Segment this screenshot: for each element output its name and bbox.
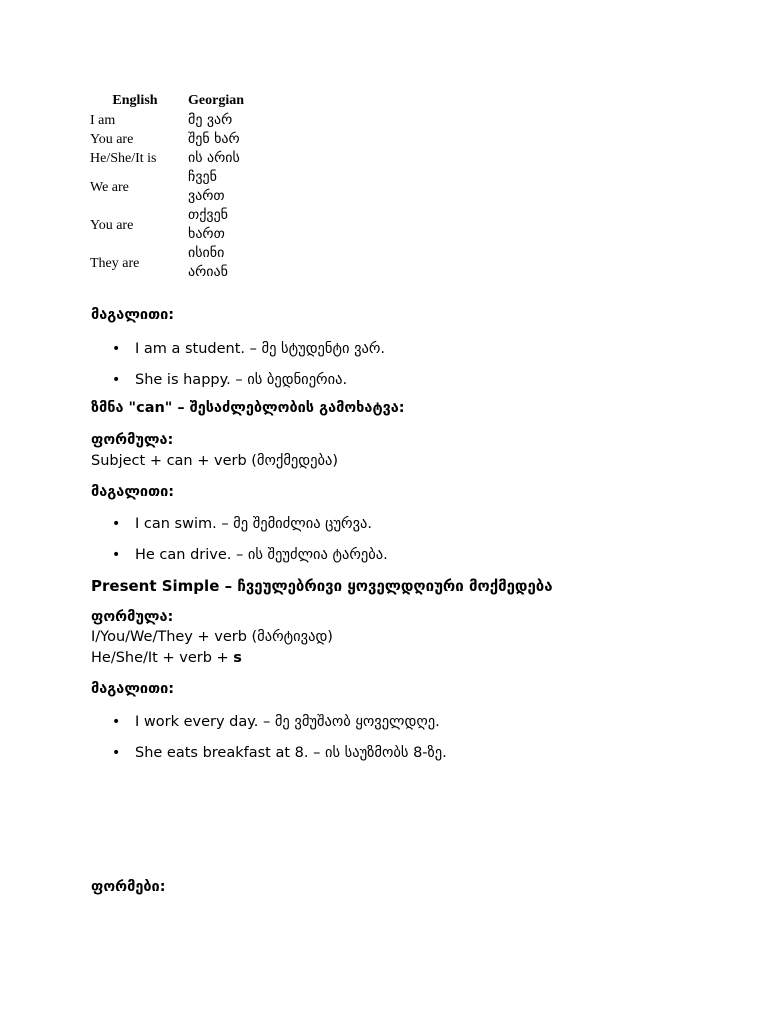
column-header-georgian: Georgian bbox=[188, 93, 244, 108]
list-item bbox=[91, 370, 385, 401]
list-item bbox=[91, 743, 447, 774]
list-item bbox=[91, 514, 388, 545]
section-heading-present-simple bbox=[91, 577, 553, 595]
forms-heading: ფორმები: bbox=[91, 879, 166, 895]
formula-text: Subject + can + verb (მოქმედება) bbox=[91, 453, 339, 469]
table-row bbox=[86, 111, 248, 130]
section-heading-can bbox=[91, 400, 405, 416]
bullet-icon: • bbox=[112, 341, 121, 357]
cell-georgian bbox=[184, 206, 248, 244]
cell-english: You are bbox=[90, 132, 134, 147]
list-item bbox=[91, 339, 385, 370]
examples-list bbox=[91, 514, 388, 576]
table-row bbox=[86, 244, 248, 282]
cell-georgian-line: ისინი bbox=[188, 245, 225, 261]
bullet-icon: • bbox=[112, 547, 121, 563]
table-header-row bbox=[86, 91, 248, 111]
example-text: She eats breakfast at 8. – ის საუზმობს 8-ზე. bbox=[135, 745, 447, 761]
table-row bbox=[86, 206, 248, 244]
formula-text: I/You/We/They + verb (მარტივად) bbox=[91, 629, 333, 645]
cell-georgian: ის არის bbox=[188, 150, 240, 166]
bullet-icon: • bbox=[112, 714, 121, 730]
bullet-icon: • bbox=[112, 745, 121, 761]
section-title: ზმნა "can" – შესაძლებლობის გამოხატვა: bbox=[91, 400, 405, 416]
bullet-icon: • bbox=[112, 372, 121, 388]
examples-heading: მაგალითი: bbox=[91, 307, 175, 323]
example-text: I can swim. – მე შემიძლია ცურვა. bbox=[135, 516, 372, 532]
table-row bbox=[86, 149, 248, 168]
bullet-icon: • bbox=[112, 516, 121, 532]
example-text: I am a student. – მე სტუდენტი ვარ. bbox=[135, 341, 386, 357]
examples-heading: მაგალითი: bbox=[91, 484, 175, 500]
table-row bbox=[86, 168, 248, 206]
formula-line bbox=[91, 629, 333, 645]
cell-georgian-line: არიან bbox=[188, 264, 228, 280]
formula-heading: ფორმულა: bbox=[91, 432, 174, 448]
cell-english: I am bbox=[90, 113, 116, 128]
examples-list bbox=[91, 339, 385, 401]
formula-suffix: s bbox=[233, 650, 242, 666]
cell-georgian bbox=[184, 168, 248, 206]
formula-line bbox=[91, 650, 242, 666]
cell-english: They are bbox=[90, 255, 140, 271]
cell-georgian-line: ჩვენ bbox=[188, 169, 217, 185]
cell-english: He/She/It is bbox=[90, 151, 157, 166]
example-text: She is happy. – ის ბედნიერია. bbox=[135, 372, 348, 388]
cell-georgian bbox=[184, 244, 248, 282]
formula-text: He/She/It + verb + bbox=[91, 650, 234, 666]
list-item bbox=[91, 545, 388, 576]
to-be-table bbox=[86, 91, 248, 282]
cell-georgian-line: თქვენ bbox=[188, 207, 228, 223]
cell-georgian-line: ვართ bbox=[188, 188, 225, 204]
formula-heading: ფორმულა: bbox=[91, 609, 174, 625]
cell-english: We are bbox=[90, 179, 129, 195]
section-title-ka: – ჩვეულებრივი ყოველდღიური მოქმედება bbox=[219, 577, 553, 595]
formula-line bbox=[91, 453, 338, 469]
cell-english: You are bbox=[90, 217, 134, 233]
cell-georgian: მე ვარ bbox=[188, 112, 233, 128]
list-item bbox=[91, 712, 447, 743]
table-row bbox=[86, 130, 248, 149]
column-header-english: English bbox=[112, 93, 158, 108]
cell-georgian-line: ხართ bbox=[188, 226, 225, 242]
cell-georgian: შენ ხარ bbox=[188, 131, 240, 147]
section-title-en: Present Simple bbox=[91, 577, 220, 595]
examples-list bbox=[91, 712, 447, 774]
example-text: He can drive. – ის შეუძლია ტარება. bbox=[135, 547, 388, 563]
examples-heading: მაგალითი: bbox=[91, 681, 175, 697]
example-text: I work every day. – მე ვმუშაობ ყოველდღე. bbox=[135, 714, 440, 730]
